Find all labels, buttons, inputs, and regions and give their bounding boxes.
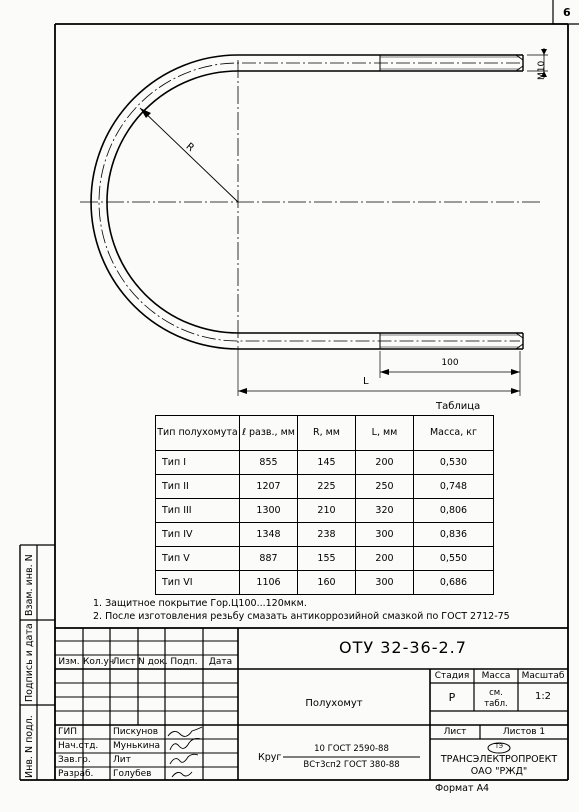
table-cell: 0,748 (414, 475, 494, 499)
col-header-podp: Подп. (170, 657, 198, 667)
table-row (156, 475, 494, 499)
table-row (156, 547, 494, 571)
table-cell: 0,686 (414, 571, 494, 595)
table-cell: 0,806 (414, 499, 494, 523)
org-name-line1: ТРАНСЭЛЕКТРОПРОЕКТ (440, 754, 558, 765)
material-label: Круг (258, 752, 282, 763)
role-zav-gr: Зав.гр. (58, 755, 91, 765)
table-cell: 887 (240, 547, 298, 571)
table-cell: 225 (298, 475, 356, 499)
column-header-length-dev: ℓ разв., мм (240, 416, 298, 451)
massa-value: см. табл. (484, 688, 508, 709)
note-1: 1. Защитное покрытие Гор.Ц100...120мкм. (93, 598, 307, 609)
stadiya-label: Стадия (434, 671, 470, 681)
table-cell: 145 (298, 451, 356, 475)
role-nach-otd: Нач.отд. (58, 741, 99, 751)
name-zav-gr: Лит (113, 755, 131, 765)
table-cell: 1300 (240, 499, 298, 523)
note-2: 2. После изготовления резьбу смазать антикоррозийной смазкой по ГОСТ 2712-75 (93, 611, 510, 622)
column-header-radius: R, мм (298, 416, 356, 451)
table-row (156, 523, 494, 547)
table-row (156, 571, 494, 595)
masshtab-value: 1:2 (534, 691, 552, 702)
table-cell: 160 (298, 571, 356, 595)
org-logo: ТЭ (495, 743, 503, 750)
col-header-izm: Изм. (58, 657, 80, 667)
table-cell: 1106 (240, 571, 298, 595)
radius-label: R (183, 141, 196, 155)
table-cell: 855 (240, 451, 298, 475)
table-cell: Тип III (156, 499, 240, 523)
table-cell: Тип VI (156, 571, 240, 595)
table-cell: 210 (298, 499, 356, 523)
column-header-mass: Масса, кг (414, 416, 494, 451)
column-header-type: Тип полухомута (156, 416, 240, 451)
table-cell: 0,530 (414, 451, 494, 475)
spec-table (155, 415, 494, 595)
table-cell: Тип II (156, 475, 240, 499)
table-cell: Тип IV (156, 523, 240, 547)
stadiya-value: Р (448, 691, 456, 704)
col-header-data: Дата (208, 657, 233, 667)
table-cell: Тип I (156, 451, 240, 475)
table-cell: 200 (356, 451, 414, 475)
name-razrab: Голубев (113, 769, 152, 779)
paper-format: Формат А4 (435, 783, 490, 794)
table-cell: 0,550 (414, 547, 494, 571)
table-caption: Таблица (436, 401, 481, 412)
table-header-row (156, 416, 494, 451)
table-cell: 250 (356, 475, 414, 499)
product-name: Полухомут (305, 698, 363, 709)
column-header-length: L, мм (356, 416, 414, 451)
material-top: 10 ГОСТ 2590-88 (314, 744, 389, 754)
table-row (156, 451, 494, 475)
page-number: 6 (563, 6, 571, 19)
material-bottom: ВСт3сп2 ГОСТ 380-88 (303, 760, 400, 770)
sheet-label: Лист (443, 727, 467, 737)
length-label: L (363, 376, 369, 387)
table-row (156, 499, 494, 523)
table-cell: 238 (298, 523, 356, 547)
document-code: ОТУ 32-36-2.7 (339, 638, 467, 657)
col-header-n-dok: N док. (138, 657, 168, 667)
masshtab-label: Масштаб (521, 671, 565, 681)
role-razrab: Разраб. (58, 769, 94, 779)
table-cell: Тип V (156, 547, 240, 571)
side-label-podpis-data: Подпись и дата (24, 623, 35, 702)
name-nach-otd: Мунькина (113, 741, 160, 751)
org-name-line2: ОАО "РЖД" (470, 766, 528, 777)
table-cell: 300 (356, 571, 414, 595)
table-cell: 320 (356, 499, 414, 523)
table-cell: 300 (356, 523, 414, 547)
massa-label: Масса (481, 671, 511, 681)
name-gip: Пискунов (113, 727, 159, 737)
col-header-kol-uch: Кол.уч (83, 657, 115, 667)
table-cell: 155 (298, 547, 356, 571)
table-cell: 200 (356, 547, 414, 571)
side-label-vzam-inv: Взам. инв. N (24, 554, 35, 616)
side-label-inv-podl: Инв. N подл. (24, 715, 35, 778)
role-gip: ГИП (58, 727, 77, 737)
col-header-list: Лист (112, 657, 136, 667)
table-cell: 1348 (240, 523, 298, 547)
table-cell: 0,836 (414, 523, 494, 547)
thread-dimension-label: М10 (537, 60, 547, 80)
thread-length-label: 100 (441, 358, 459, 368)
sheets-count: Листов 1 (502, 727, 546, 737)
table-cell: 1207 (240, 475, 298, 499)
